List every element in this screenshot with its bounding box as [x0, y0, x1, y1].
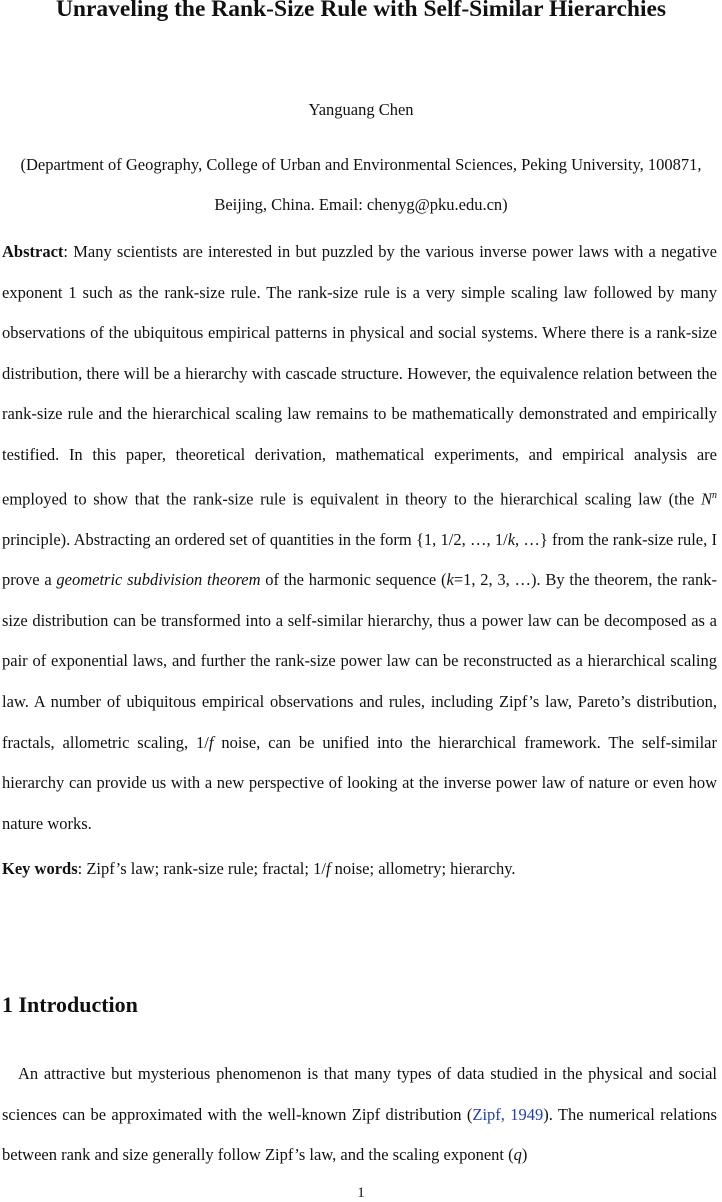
- page-number: 1: [357, 1185, 365, 1201]
- variable-q: q: [513, 1145, 522, 1164]
- paper-title: Unraveling the Rank-Size Rule with Self-Similar Hierarchies: [55, 0, 667, 22]
- nn-symbol: N: [700, 489, 712, 509]
- section-heading-introduction: 1 Introduction: [2, 992, 138, 1017]
- intro-text: ). The numerical relations between rank and size generally follow Zipf’s law, and the scaling exponent (: [2, 1104, 717, 1164]
- citation-link[interactable]: Zipf, 1949: [472, 1104, 544, 1124]
- nn-superscript: n: [712, 489, 717, 501]
- abstract-text: =1, 2, 3, …). By the theorem, the rank-size distribution can be transformed into a self-similar hierarchy, thus a power law can be decomposed as a pair of exponential laws, and further the rank-size power law can be reconstructed as a hierarchical scaling law. A number of ubiquitous empirical observations and rules, including Zipf’s law, Pareto’s distribution, fractals, allometric scaling, 1/: [2, 570, 717, 752]
- theorem-name: geometric subdivision theorem: [56, 570, 261, 590]
- variable-k: k: [446, 570, 454, 590]
- abstract-text: noise, can be unified into the hierarchical framework. The self-similar hierarchy can provide us with a new perspective of looking at the inverse power law of nature or even how nature works.: [2, 732, 717, 833]
- introduction-paragraph: [2, 1054, 717, 1176]
- keywords-text: : Zipf’s law; rank-size rule; fractal; 1/: [77, 859, 326, 878]
- abstract-text: of the harmonic sequence (: [260, 570, 447, 590]
- keywords-text: noise; allometry; hierarchy.: [330, 859, 516, 878]
- abstract-text: : Many scientists are interested in but puzzled by the various inverse power laws with a negative exponent 1 such as the rank-size rule. The rank-size rule is a very simple scaling law followed by many observations of the ubiquitous empirical patterns in physical and social systems. Where there is a rank-size distribution, there will be a hierarchy with cascade structure. However, the equivalence relation between the rank-size rule and the hierarchical scaling law remains to be mathematically demonstrated and empirically testified. In this paper, theoretical derivation, mathematical experiments, and empirical analysis are employed to show that the rank-size rule is equivalent in theory to the hierarchical scaling law (the: [2, 242, 717, 509]
- variable-f: f: [208, 732, 214, 752]
- author-affiliation: (Department of Geography, College of Urban and Environmental Sciences, Peking University, 100871, Beijing, China. Email: chenyg@pku.edu.cn): [20, 155, 702, 214]
- variable-f: f: [325, 859, 331, 878]
- author-name: Yanguang Chen: [308, 100, 414, 119]
- abstract-text: , …} from the rank-size rule, I prove a: [2, 529, 717, 590]
- keywords-line: [2, 857, 717, 881]
- keywords-label: Key words: [2, 859, 78, 878]
- intro-text: An attractive but mysterious phenomenon is that many types of data studied in the physical and social sciences can be approximated with the well-known Zipf distribution (: [2, 1064, 717, 1124]
- abstract-text: principle). Abstracting an ordered set of quantities in the form {1, 1/2, …, 1/: [2, 529, 508, 549]
- variable-k: k: [507, 529, 516, 549]
- abstract-paragraph: [2, 232, 717, 844]
- abstract-label: Abstract: [2, 242, 64, 261]
- intro-text: ): [521, 1145, 528, 1164]
